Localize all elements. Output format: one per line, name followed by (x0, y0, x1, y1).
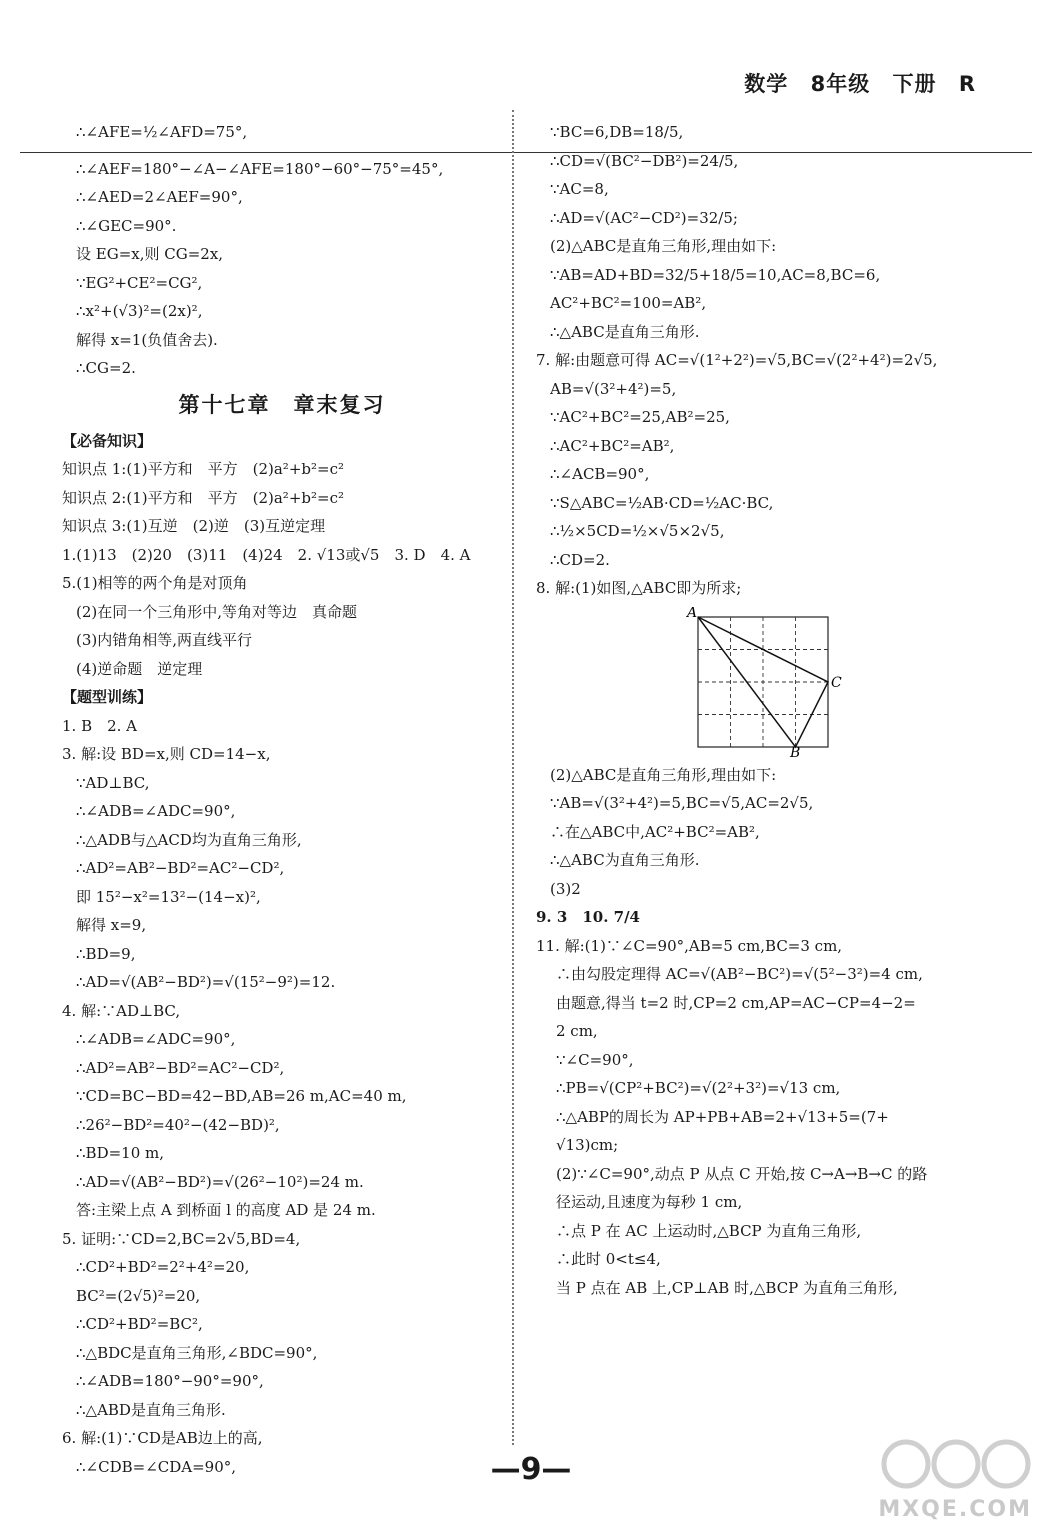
text-line: ∴由勾股定理得 AC=√(AB²−BC²)=√(5²−3²)=4 cm, (556, 965, 923, 983)
text-line: 6. 解:(1)∵CD是AB边上的高, (62, 1429, 263, 1447)
text-line: 1. B 2. A (62, 716, 138, 735)
text-line: ∵AD⊥BC, (76, 773, 150, 792)
text-line: 5. 证明:∵CD=2,BC=2√5,BD=4, (62, 1229, 301, 1248)
text-line: ∴△ADB与△ACD均为直角三角形, (76, 830, 302, 849)
text-line: ∴CG=2. (76, 359, 136, 377)
page-number: —9— (490, 1452, 572, 1487)
label-c: C (831, 674, 842, 691)
header-volume: 下册 (892, 72, 937, 96)
text-line: ∴AD²=AB²−BD²=AC²−CD², (76, 1058, 285, 1077)
watermark-text: MXQE.COM (878, 1497, 1032, 1522)
text-line: 答:主梁上点 A 到桥面 l 的高度 AD 是 24 m. (76, 1201, 376, 1219)
text-line: 3. 解:设 BD=x,则 CD=14−x, (62, 745, 271, 763)
text-line: ∴△ABP的周长为 AP+PB+AB=2+√13+5=(7+ (556, 1107, 889, 1126)
text-line: 5.(1)相等的两个角是对顶角 (62, 574, 248, 592)
text-line: ∴∠ADB=180°−90°=90°, (76, 1372, 264, 1390)
text-line: 7. 解:由题意可得 AC=√(1²+2²)=√5,BC=√(2²+4²)=2√5, (536, 351, 938, 369)
text-line: ∴∠ADB=∠ADC=90°, (76, 802, 236, 820)
section-heading: 【必备知识】 (62, 431, 153, 450)
text-line: ∴△BDC是直角三角形,∠BDC=90°, (76, 1343, 318, 1362)
text-line: 解得 x=9, (76, 916, 147, 934)
text-line: ∴PB=√(CP²+BC²)=√(2²+3²)=√13 cm, (556, 1079, 841, 1097)
text-line: 知识点 1:(1)平方和 平方 (2)a²+b²=c² (62, 460, 344, 478)
grid-triangle-figure (686, 607, 846, 757)
left-column (62, 118, 502, 1481)
text-line: 设 EG=x,则 CG=2x, (76, 245, 224, 263)
text-line: 9. 3 10. 7/4 (536, 908, 640, 926)
text-line: (3)2 (550, 879, 581, 898)
text-line: ∴∠AED=2∠AEF=90°, (76, 188, 243, 206)
grid-lines (698, 617, 828, 747)
text-line: ∴CD=√(BC²−DB²)=24/5, (550, 151, 739, 170)
text-line: AC²+BC²=100=AB², (550, 294, 707, 312)
header-subject: 数学 (744, 72, 789, 96)
text-line: ∴∠AEF=180°−∠A−∠AFE=180°−60°−75°=45°, (76, 159, 444, 178)
text-line: 解得 x=1(负值舍去). (76, 330, 218, 349)
text-line: (2)在同一个三角形中,等角对等边 真命题 (76, 602, 358, 621)
text-line: AB=√(3²+4²)=5, (550, 379, 677, 398)
text-line: ∴BD=10 m, (76, 1144, 165, 1162)
text-line: 知识点 3:(1)互逆 (2)逆 (3)互逆定理 (62, 517, 326, 535)
text-line: (2)△ABC是直角三角形,理由如下: (550, 237, 777, 255)
grid-figure-svg (686, 607, 846, 757)
text-line: ∴BD=9, (76, 944, 136, 963)
text-line: ∵EG²+CE²=CG², (76, 273, 203, 292)
text-line: 11. 解:(1)∵∠C=90°,AB=5 cm,BC=3 cm, (536, 936, 843, 955)
text-line: ∴∠GEC=90°. (76, 216, 177, 235)
text-line: √13)cm; (556, 1136, 619, 1154)
text-line: BC²=(2√5)²=20, (76, 1286, 201, 1305)
text-line: ∵∠C=90°, (556, 1050, 634, 1069)
text-line: ∴∠ACB=90°, (550, 465, 650, 483)
label-b: B (790, 744, 801, 757)
text-line: ∵AC²+BC²=25,AB²=25, (550, 408, 730, 426)
page-header (730, 68, 976, 98)
text-line: ∴此时 0<t≤4, (556, 1250, 661, 1268)
text-line: ∵AB=AD+BD=32/5+18/5=10,AC=8,BC=6, (550, 265, 881, 284)
text-line: ∴∠AFE=½∠AFD=75°, (76, 123, 248, 141)
header-grade: 8年级 (810, 72, 871, 96)
text-line: 知识点 2:(1)平方和 平方 (2)a²+b²=c² (62, 488, 344, 507)
text-line: (3)内错角相等,两直线平行 (76, 631, 253, 649)
text-line: ∴∠CDB=∠CDA=90°, (76, 1457, 237, 1476)
text-line: ∴△ABC为直角三角形. (550, 851, 700, 869)
text-line: (2)△ABC是直角三角形,理由如下: (550, 765, 777, 784)
text-line: 4. 解:∵AD⊥BC, (62, 1001, 181, 1020)
text-line: ∴CD²+BD²=BC², (76, 1315, 203, 1333)
text-line: 即 15²−x²=13²−(14−x)², (76, 887, 261, 906)
text-line: ∴AD=√(AB²−BD²)=√(15²−9²)=12. (76, 973, 336, 991)
text-line: 径运动,且速度为每秒 1 cm, (556, 1193, 743, 1211)
text-line: ∴AD²=AB²−BD²=AC²−CD², (76, 859, 285, 877)
text-line: ∴CD²+BD²=2²+4²=20, (76, 1258, 250, 1276)
text-line: ∴△ABC是直角三角形. (550, 322, 700, 341)
text-line: ∴AD=√(AC²−CD²)=32/5; (550, 208, 738, 227)
right-column (536, 118, 1036, 1302)
text-line: ∴点 P 在 AC 上运动时,△BCP 为直角三角形, (556, 1221, 862, 1240)
text-line: 8. 解:(1)如图,△ABC即为所求; (536, 579, 742, 597)
text-line: ∴26²−BD²=40²−(42−BD)², (76, 1115, 280, 1134)
text-line: ∴在△ABC中,AC²+BC²=AB², (550, 822, 760, 841)
section-heading: 【题型训练】 (62, 688, 153, 706)
text-line: 当 P 点在 AB 上,CP⊥AB 时,△BCP 为直角三角形, (556, 1278, 898, 1297)
text-line: ∵CD=BC−BD=42−BD,AB=26 m,AC=40 m, (76, 1087, 407, 1105)
column-divider (512, 110, 514, 1445)
text-line: (2)∵∠C=90°,动点 P 从点 C 开始,按 C→A→B→C 的路 (556, 1164, 928, 1183)
text-line: 1.(1)13 (2)20 (3)11 (4)24 2. √13或√5 3. D 4. A (62, 545, 471, 564)
label-a: A (687, 606, 698, 621)
text-line: 2 cm, (556, 1022, 598, 1040)
text-line: ∵BC=6,DB=18/5, (550, 123, 684, 141)
text-line: (4)逆命题 逆定理 (76, 659, 203, 678)
text-line: ∴△ABD是直角三角形. (76, 1400, 226, 1419)
text-line: ∴½×5CD=½×√5×2√5, (550, 522, 725, 540)
text-line: ∴AC²+BC²=AB², (550, 436, 675, 455)
text-line: ∴CD=2. (550, 550, 610, 569)
header-edition: R (958, 72, 976, 96)
text-line: ∵S△ABC=½AB·CD=½AC·BC, (550, 493, 774, 512)
text-line: ∴x²+(√3)²=(2x)², (76, 302, 203, 320)
text-line: ∴AD=√(AB²−BD²)=√(26²−10²)=24 m. (76, 1172, 364, 1191)
text-line: ∴∠ADB=∠ADC=90°, (76, 1030, 236, 1048)
text-line: ∵AC=8, (550, 180, 609, 198)
text-line: ∵AB=√(3²+4²)=5,BC=√5,AC=2√5, (550, 794, 814, 812)
text-line: 由题意,得当 t=2 时,CP=2 cm,AP=AC−CP=4−2= (556, 993, 916, 1012)
chapter-title: 第十七章 章末复习 (178, 392, 386, 417)
